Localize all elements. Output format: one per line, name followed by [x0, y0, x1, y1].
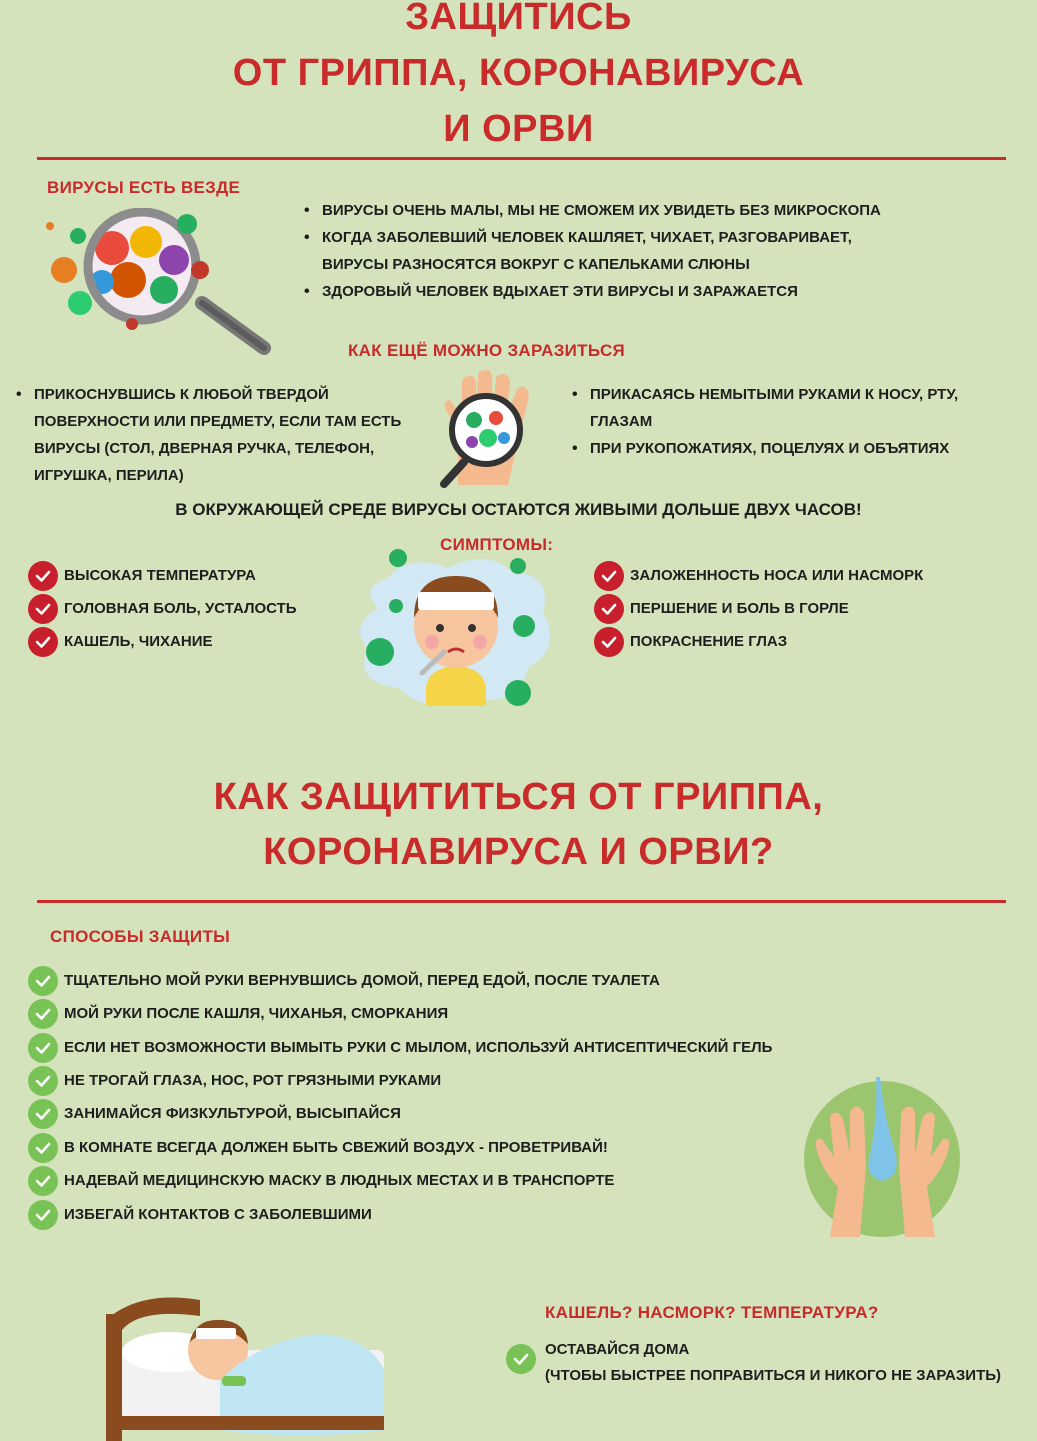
- protection-heading: СПОСОБЫ ЗАЩИТЫ: [50, 927, 231, 946]
- stay-home-heading: КАШЕЛЬ? НАСМОРК? ТЕМПЕРАТУРА?: [545, 1303, 879, 1322]
- symptom-label: КАШЕЛЬ, ЧИХАНИЕ: [64, 632, 213, 650]
- symptom-label: ЗАЛОЖЕННОСТЬ НОСА ИЛИ НАСМОРК: [630, 566, 924, 584]
- symptom-row: [28, 592, 297, 625]
- protection-label: НАДЕВАЙ МЕДИЦИНСКУЮ МАСКУ В ЛЮДНЫХ МЕСТАХ И В ТРАНСПОРТЕ: [64, 1171, 615, 1189]
- protection-label: НЕ ТРОГАЙ ГЛАЗА, НОС, РОТ ГРЯЗНЫМИ РУКАМИ: [64, 1071, 442, 1089]
- header-divider: [37, 157, 1006, 160]
- viruses-heading: ВИРУСЫ ЕСТЬ ВЕЗДЕ: [47, 178, 241, 197]
- symptoms-heading: СИМПТОМЫ:: [440, 535, 554, 554]
- sick-child-icon: [348, 548, 563, 716]
- symptom-row: [594, 559, 923, 592]
- symptom-row: [594, 625, 787, 658]
- symptom-row: [28, 625, 212, 658]
- protection-label: В КОМНАТЕ ВСЕГДА ДОЛЖЕН БЫТЬ СВЕЖИЙ ВОЗДУХ - ПРОВЕТРИВАЙ!: [64, 1138, 608, 1156]
- infection-item: • ПРИКОСНУВШИСЬ К ЛЮБОЙ ТВЕРДОЙ ПОВЕРХНОСТИ ИЛИ ПРЕДМЕТУ, ЕСЛИ ТАМ ЕСТЬ ВИРУСЫ (СТОЛ, ДВЕРНАЯ РУЧКА, ТЕЛЕФОН, ИГРУШКА, ПЕРИЛА): [16, 381, 416, 489]
- main-title-line-3: И ОРВИ: [443, 108, 594, 150]
- symptom-label: ГОЛОВНАЯ БОЛЬ, УСТАЛОСТЬ: [64, 599, 297, 617]
- virus-lifetime-note: В ОКРУЖАЮЩЕЙ СРЕДЕ ВИРУСЫ ОСТАЮТСЯ ЖИВЫМИ ДОЛЬШЕ ДВУХ ЧАСОВ!: [175, 500, 862, 519]
- viruses-item: • ВИРУСЫ ОЧЕНЬ МАЛЫ, МЫ НЕ СМОЖЕМ ИХ УВИДЕТЬ БЕЗ МИКРОСКОПА: [304, 197, 904, 224]
- protection-label: ТЩАТЕЛЬНО МОЙ РУКИ ВЕРНУВШИСЬ ДОМОЙ, ПЕРЕД ЕДОЙ, ПОСЛЕ ТУАЛЕТА: [64, 971, 660, 989]
- protection-row: [28, 1131, 608, 1164]
- check-icon: [28, 561, 58, 591]
- infection-right-list: [572, 381, 992, 462]
- main-title-line-1: ЗАЩИТИСЬ: [405, 0, 632, 38]
- protect-title-line-2: КОРОНАВИРУСА И ОРВИ?: [263, 831, 774, 873]
- symptom-label: ПОКРАСНЕНИЕ ГЛАЗ: [630, 632, 788, 650]
- check-icon: [28, 999, 58, 1029]
- stay-home-label: ОСТАВАЙСЯ ДОМА: [545, 1341, 690, 1358]
- protection-row: [28, 997, 448, 1030]
- infection-item: • ПРИ РУКОПОЖАТИЯХ, ПОЦЕЛУЯХ И ОБЪЯТИЯХ: [572, 435, 992, 462]
- hand-virus-icon: [428, 370, 548, 488]
- check-icon: [594, 561, 624, 591]
- viruses-item: • КОГДА ЗАБОЛЕВШИЙ ЧЕЛОВЕК КАШЛЯЕТ, ЧИХАЕТ, РАЗГОВАРИВАЕТ, ВИРУСЫ РАЗНОСЯТСЯ ВОКРУГ С КАПЕЛЬКАМИ СЛЮНЫ: [304, 224, 904, 278]
- check-icon: [28, 966, 58, 996]
- symptom-label: ВЫСОКАЯ ТЕМПЕРАТУРА: [64, 566, 256, 584]
- viruses-item: • ЗДОРОВЫЙ ЧЕЛОВЕК ВДЫХАЕТ ЭТИ ВИРУСЫ И ЗАРАЖАЕТСЯ: [304, 278, 904, 305]
- sick-in-bed-icon: [100, 1290, 390, 1441]
- stay-home-reason: (ЧТОБЫ БЫСТРЕЕ ПОПРАВИТЬСЯ И НИКОГО НЕ ЗАРАЗИТЬ): [545, 1367, 1002, 1384]
- protection-row: [28, 964, 660, 997]
- check-icon: [28, 1099, 58, 1129]
- protection-row: [28, 1198, 372, 1231]
- protection-row: [28, 1164, 614, 1197]
- check-icon: [28, 1033, 58, 1063]
- protection-label: МОЙ РУКИ ПОСЛЕ КАШЛЯ, ЧИХАНЬЯ, СМОРКАНИЯ: [64, 1004, 449, 1022]
- protection-label: ИЗБЕГАЙ КОНТАКТОВ С ЗАБОЛЕВШИМИ: [64, 1205, 372, 1223]
- check-icon: [28, 1166, 58, 1196]
- protection-label: ЕСЛИ НЕТ ВОЗМОЖНОСТИ ВЫМЫТЬ РУКИ С МЫЛОМ, ИСПОЛЬЗУЙ АНТИСЕПТИЧЕСКИЙ ГЕЛЬ: [64, 1038, 773, 1056]
- protection-row: [28, 1097, 401, 1130]
- protection-row: [28, 1031, 772, 1064]
- check-icon: [594, 594, 624, 624]
- infection-item: • ПРИКАСАЯСЬ НЕМЫТЫМИ РУКАМИ К НОСУ, РТУ, ГЛАЗАМ: [572, 381, 992, 435]
- main-title-line-2: ОТ ГРИППА, КОРОНАВИРУСА: [232, 52, 805, 94]
- protect-title-line-1: КАК ЗАЩИТИТЬСЯ ОТ ГРИППА,: [213, 776, 824, 818]
- protection-row: [28, 1064, 441, 1097]
- viruses-list: [304, 197, 904, 305]
- check-icon: [28, 1133, 58, 1163]
- symptom-label: ПЕРШЕНИЕ И БОЛЬ В ГОРЛЕ: [630, 599, 849, 617]
- washing-hands-icon: [800, 1077, 965, 1237]
- symptom-row: [28, 559, 256, 592]
- check-icon: [594, 627, 624, 657]
- check-icon: [506, 1344, 536, 1374]
- infection-left-list: [16, 381, 416, 489]
- protection-label: ЗАНИМАЙСЯ ФИЗКУЛЬТУРОЙ, ВЫСЫПАЙСЯ: [64, 1104, 401, 1122]
- check-icon: [28, 627, 58, 657]
- magnifier-virus-icon: [42, 208, 274, 358]
- check-icon: [28, 1066, 58, 1096]
- symptom-row: [594, 592, 849, 625]
- infection-heading: КАК ЕЩЁ МОЖНО ЗАРАЗИТЬСЯ: [348, 341, 626, 360]
- check-icon: [28, 594, 58, 624]
- check-icon: [28, 1200, 58, 1230]
- protect-divider: [37, 900, 1006, 903]
